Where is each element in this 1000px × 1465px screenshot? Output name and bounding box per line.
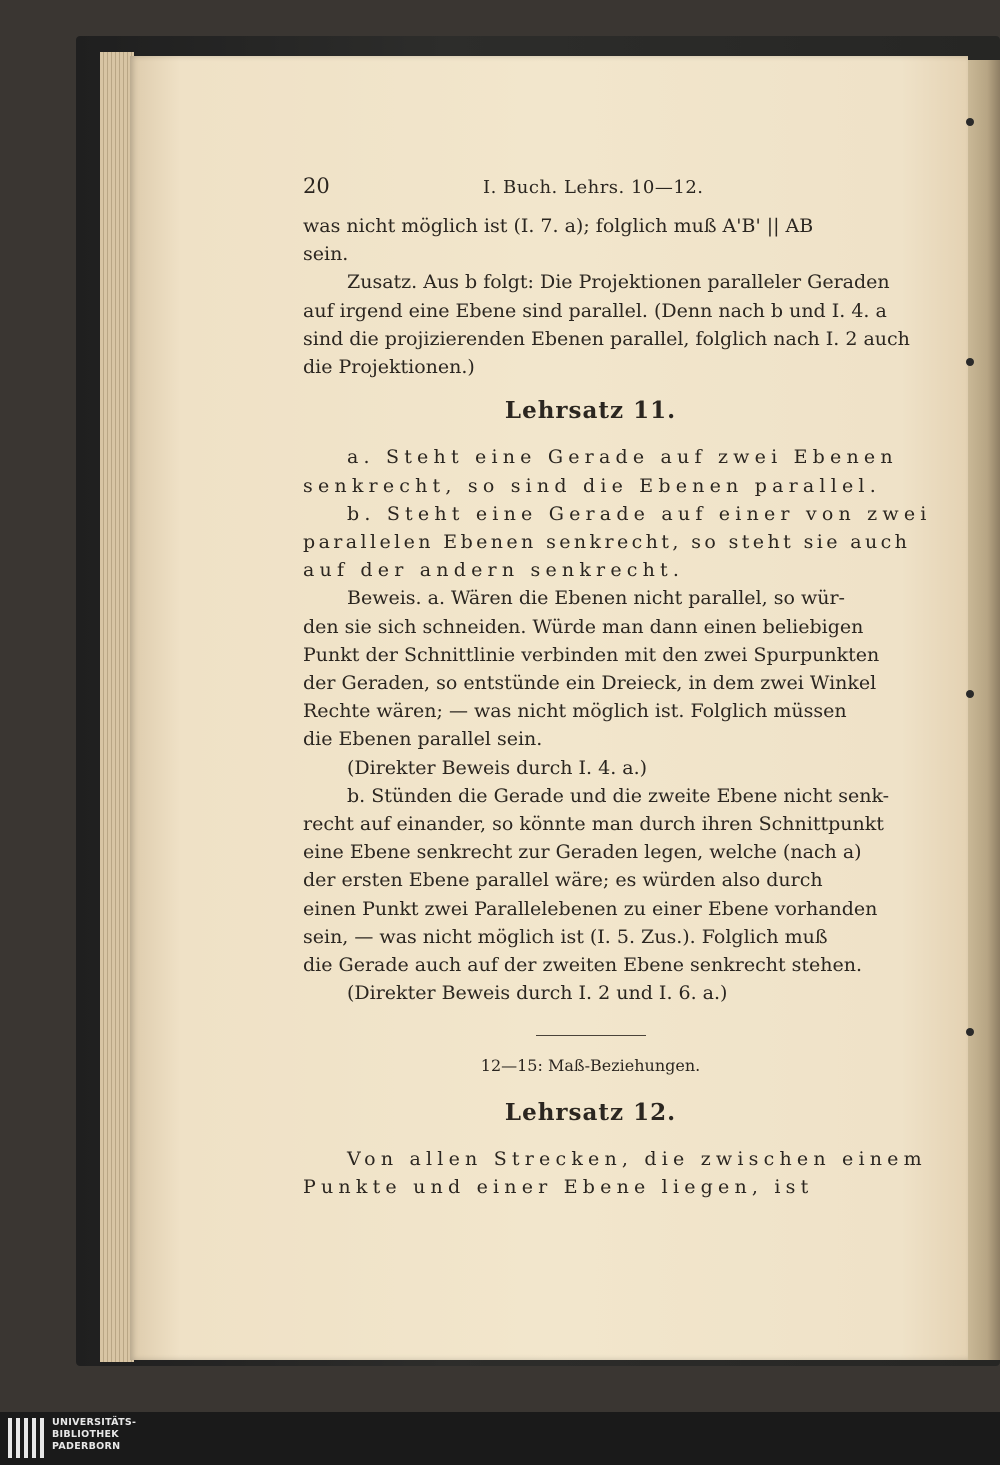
page-header bbox=[303, 172, 878, 206]
section-title: 12—15: Maß-Beziehungen. bbox=[480, 1056, 701, 1076]
proof-line: den sie sich schneiden. Würde man dann einen beliebigen bbox=[303, 615, 864, 638]
proof-line: die Gerade auch auf der zweiten Ebene senkrecht stehen. bbox=[303, 954, 863, 977]
text-line: sein. bbox=[303, 243, 349, 266]
theorem-line: Punkte und einer Ebene liegen, ist bbox=[303, 1176, 814, 1199]
library-name-line: PADERBORN bbox=[52, 1441, 121, 1452]
theorem-line: a. Steht eine Gerade auf zwei Ebenen bbox=[347, 446, 898, 469]
proof-line: Rechte wären; — was nicht möglich ist. Folglich müssen bbox=[303, 700, 847, 723]
library-name-line: BIBLIOTHEK bbox=[52, 1429, 119, 1440]
proof-line: einen Punkt zwei Parallelebenen zu einer Ebene vorhanden bbox=[303, 897, 878, 920]
proof-line: die Ebenen parallel sein. bbox=[303, 728, 543, 751]
proof-line: recht auf einander, so könnte man durch ihren Schnittpunkt bbox=[303, 813, 884, 836]
library-logo-icon bbox=[8, 1418, 44, 1458]
proof-line: der Geraden, so entstünde ein Dreieck, in dem zwei Winkel bbox=[303, 672, 877, 695]
page-text bbox=[303, 172, 932, 1201]
proof-line: sein, — was nicht möglich ist (I. 5. Zus.). Folglich muß bbox=[303, 925, 828, 948]
section-divider bbox=[536, 1035, 646, 1036]
edge-mark bbox=[966, 358, 974, 366]
library-name bbox=[52, 1417, 136, 1453]
page-number: 20 bbox=[303, 174, 330, 198]
text-line: Zusatz. Aus b folgt: Die Projektionen paralleler Geraden bbox=[347, 271, 890, 294]
theorem-line: auf der andern senkrecht. bbox=[303, 559, 685, 582]
edge-mark bbox=[966, 1028, 974, 1036]
theorem-line: parallelen Ebenen senkrecht, so steht sie auch bbox=[303, 531, 911, 554]
text-line: auf irgend eine Ebene sind parallel. (Denn nach b und I. 4. a bbox=[303, 299, 887, 322]
theorem-line: Von allen Strecken, die zwischen einem bbox=[347, 1147, 927, 1170]
theorem-heading: Lehrsatz 12. bbox=[504, 1098, 677, 1126]
proof-line: b. Stünden die Gerade und die zweite Ebene nicht senk- bbox=[347, 784, 890, 807]
page-edges bbox=[100, 52, 134, 1362]
library-name-line: UNIVERSITÄTS- bbox=[52, 1417, 137, 1428]
running-head: I. Buch. Lehrs. 10—12. bbox=[483, 177, 704, 198]
proof-line: (Direkter Beweis durch I. 2 und I. 6. a.) bbox=[347, 982, 728, 1005]
theorem-heading: Lehrsatz 11. bbox=[504, 397, 677, 425]
edge-mark bbox=[966, 118, 974, 126]
proof-line: eine Ebene senkrecht zur Geraden legen, welche (nach a) bbox=[303, 841, 862, 864]
facing-page-edge bbox=[968, 60, 1000, 1360]
text-line: sind die projizierenden Ebenen parallel, folglich nach I. 2 auch bbox=[303, 327, 910, 350]
text-line: was nicht möglich ist (I. 7. a); folglich muß A'B' || AB bbox=[303, 215, 814, 237]
proof-line: der ersten Ebene parallel wäre; es würden also durch bbox=[303, 869, 823, 892]
edge-mark bbox=[966, 690, 974, 698]
text-line: die Projektionen.) bbox=[303, 356, 475, 379]
proof-line: Punkt der Schnittlinie verbinden mit den zwei Spurpunkten bbox=[303, 643, 880, 666]
theorem-line: senkrecht, so sind die Ebenen parallel. bbox=[303, 474, 881, 497]
library-footer bbox=[0, 1412, 1000, 1465]
proof-line: (Direkter Beweis durch I. 4. a.) bbox=[347, 756, 648, 779]
proof-line: Beweis. a. Wären die Ebenen nicht parallel, so wür- bbox=[347, 587, 845, 610]
theorem-line: b. Steht eine Gerade auf einer von zwei bbox=[347, 502, 932, 525]
